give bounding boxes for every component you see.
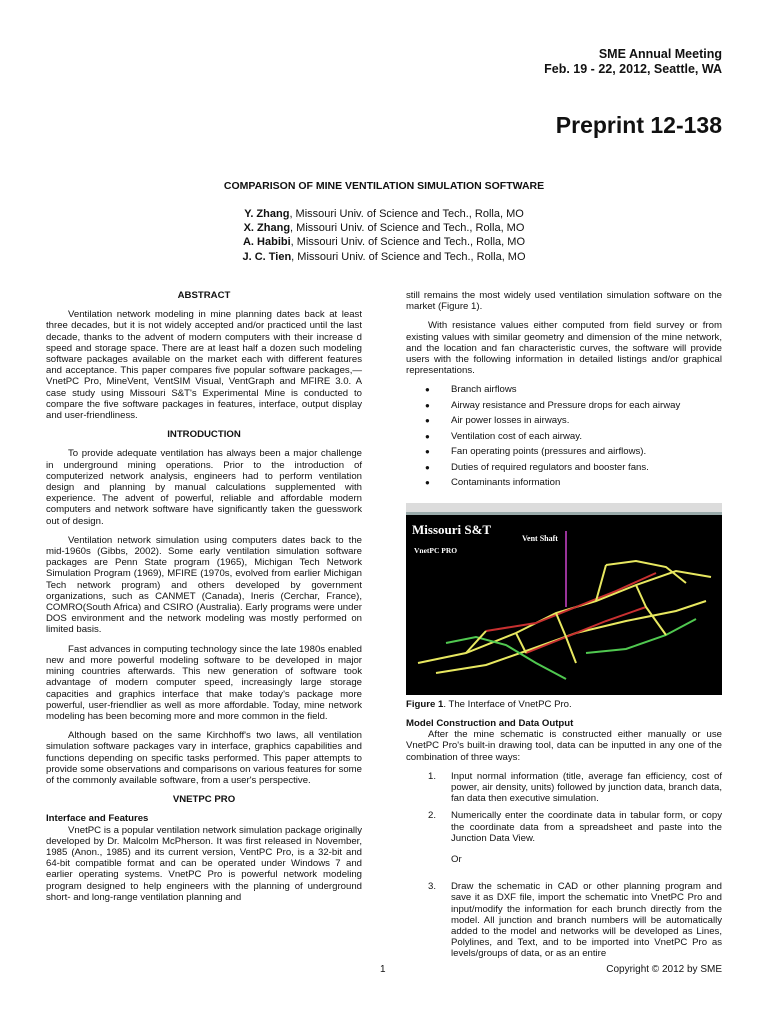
preprint-number: Preprint 12-138 [555,112,722,138]
vnetpc-heading: VNETPC PRO [172,794,236,806]
abstract-heading: ABSTRACT [177,290,231,301]
author-affiliation: , Missouri Univ. of Science and Tech., Rolla, MO [290,236,526,249]
intro-paragraph: To provide adequate ventilation has always been a major challenge in underground mining operations. Prior to the introduction of computerized network analysis, engineers had to perform ventilation design and planning by manual calculations supplemented with experience. The advent of powerful, reliable and affordable modern computers and network software have significantly taken the guesswork out of design. [46,448,362,527]
meeting-date-place: Feb. 19 - 22, 2012, Seattle, WA [544,61,722,76]
right-column-bottom [406,718,722,966]
continued-paragraph: still remains the most widely used ventilation simulation software on the market (Figure 1). [406,290,722,313]
meeting-name: SME Annual Meeting [598,47,722,61]
figure-app-text: VnetPC PRO [414,546,458,555]
list-item: ● Branch airflows [406,384,722,395]
interface-heading: Interface and Features [46,813,149,825]
figure-vnetpc-screenshot [406,503,722,695]
list-item: ● Ventilation cost of each airway. [406,431,722,442]
step-text: Numerically enter the coordinate data in tabular form, or copy the coordinate data from a spreadsheet and paste into the Junction Data View. [451,810,722,844]
vnetpc-paragraph: VnetPC is a popular ventilation network simulation package originally developed by Dr. Malcolm McPherson. It was first released in November, 1985 (Anon., 1985) and its current version, VentPC Pro, is a 32-bit and 64-bit compatible format and can be operated under Windows 7 and earlier operating systems. VnetPC Pro is powerful network modeling program designed to help engineers with the planning of underground short- and long-range ventilation planning and [46,824,362,903]
author-line [0,235,768,249]
left-column [46,290,362,911]
step-text: Draw the schematic in CAD or other planning program and save it as DXF file, import the schematic into VnetPC Pro and input/modify the information for each brunch directly from the model. All junction and branch numbers will be automatically added to the model and networks will be developed as Lines, Polylines, and Text, and to be imported into VnetPC Pro as levels/groups of data, or as an entire [451,881,722,960]
input-steps-list-continued [406,881,722,959]
introduction-heading: INTRODUCTION [167,429,241,441]
page-number: 1 [380,964,386,975]
author-affiliation: , Missouri Univ. of Science and Tech., Rolla, MO [289,208,524,220]
list-item [406,881,722,959]
resistance-paragraph: With resistance values either computed from field survey or from existing values with similar geometry and dimension of the mine network, and the location and fan characteristic curves, the software will provide users with the following information in detailed listings and/or graphical representations. [406,320,722,377]
figure-caption-text: . The Interface of VnetPC Pro. [443,699,572,710]
step-text: Input normal information (title, average fan efficiency, cost of power, air density, units) followed by junction data, branch data, fan data then executive simulation. [451,770,722,805]
meeting-info [544,47,722,76]
author-line [0,250,768,264]
list-item [406,810,722,844]
window-toolbar [406,503,722,512]
list-item: ● Contaminants information [406,477,722,488]
input-steps-list [406,771,722,844]
intro-paragraph: Although based on the same Kirchhoff's two laws, all ventilation simulation software packages vary in interface, graphics capabilities and functions depending on specific tasks performed. This paper attempts to provide some observations and comparisons on various features for some of the commonly available software, from a user's perspective. [46,730,362,786]
figure-label: Figure 1 [406,699,444,710]
step-number: 3. [428,881,437,893]
model-paragraph: After the mine schematic is constructed either manually or use VnetPC Pro's built-in drawing tool, data can be inputted in any one of the combination of three ways: [406,729,722,763]
abstract-text: Ventilation network modeling in mine planning dates back at least three decades, but it is not widely accepted and/or practiced until the last decade, thanks to the advent of modern computers with their increase d speed and storage space. There are at least half a dozen such modeling software packages available on the market each with different features and acceptance. This paper compares five popular software packages,— VnetPC Pro, MineVent, VentSIM Visual, VentGraph and MFIRE 3.0. A case study using Missouri S&T's Experimental Mine is conducted to compare the five software packages in features, interface, output display and user-friendliness. [46,309,362,422]
list-item: ● Fan operating points (pressures and airflows). [406,446,722,457]
paper-title: COMPARISON OF MINE VENTILATION SIMULATION SOFTWARE [223,180,545,192]
list-item: ● Air power losses in airways. [406,415,722,426]
model-heading: Model Construction and Data Output [406,718,574,729]
copyright-notice: Copyright © 2012 by SME [606,964,722,975]
author-affiliation: , Missouri Univ. of Science and Tech., Rolla, MO [290,222,525,235]
author-name: Y. Zhang [244,208,290,220]
author-list [0,207,768,264]
figure-image [406,503,722,695]
intro-paragraph: Fast advances in computing technology since the late 1980s enabled new and more powerful modeling software to be developed in major mining countries afterwards. This new generation of software took advantage of modern computer speed, increasingly large storage capacities and graphics interface that make today's package more powerful, user-friendlier as well as more affordable. Today, mine network modeling has been becoming more and more common in the field. [46,643,362,722]
author-name: J. C. Tien [242,250,292,263]
intro-paragraph: Ventilation network simulation using computers dates back to the mid-1960s (Gibbs, 2002). Some early ventilation simulation software packages are Penn State program (1965), Michigan Tech Network Simulation Program (1969), MFIRE (1970s, evolved from earlier Michigan Tech network program) and others developed by government organizations, such as CANMET (Canada), Ineris (Cerchar, France), COMRO(South Africa) and CSIRO (Australia). Early programs were under DOS environment and the network modeling was mostly performed on limited basis. [46,534,362,636]
step-number: 2. [428,810,437,822]
author-name: X. Zhang [243,222,291,235]
author-line [0,207,768,221]
step-number: 1. [428,770,437,782]
list-item: ● Duties of required regulators and booster fans. [406,462,722,473]
figure-logo-text: Missouri S&T [412,522,492,537]
right-column-top [406,290,722,493]
figure-caption [406,699,572,710]
figure-shaft-text: Vent Shaft [522,534,558,543]
author-line [0,221,768,235]
list-item [406,771,722,805]
author-affiliation: , Missouri Univ. of Science and Tech., Rolla, MO [291,250,526,263]
list-item: ● Airway resistance and Pressure drops for each airway [406,400,722,411]
output-list [406,384,722,488]
author-name: A. Habibi [242,236,291,249]
or-text: Or [451,854,462,866]
